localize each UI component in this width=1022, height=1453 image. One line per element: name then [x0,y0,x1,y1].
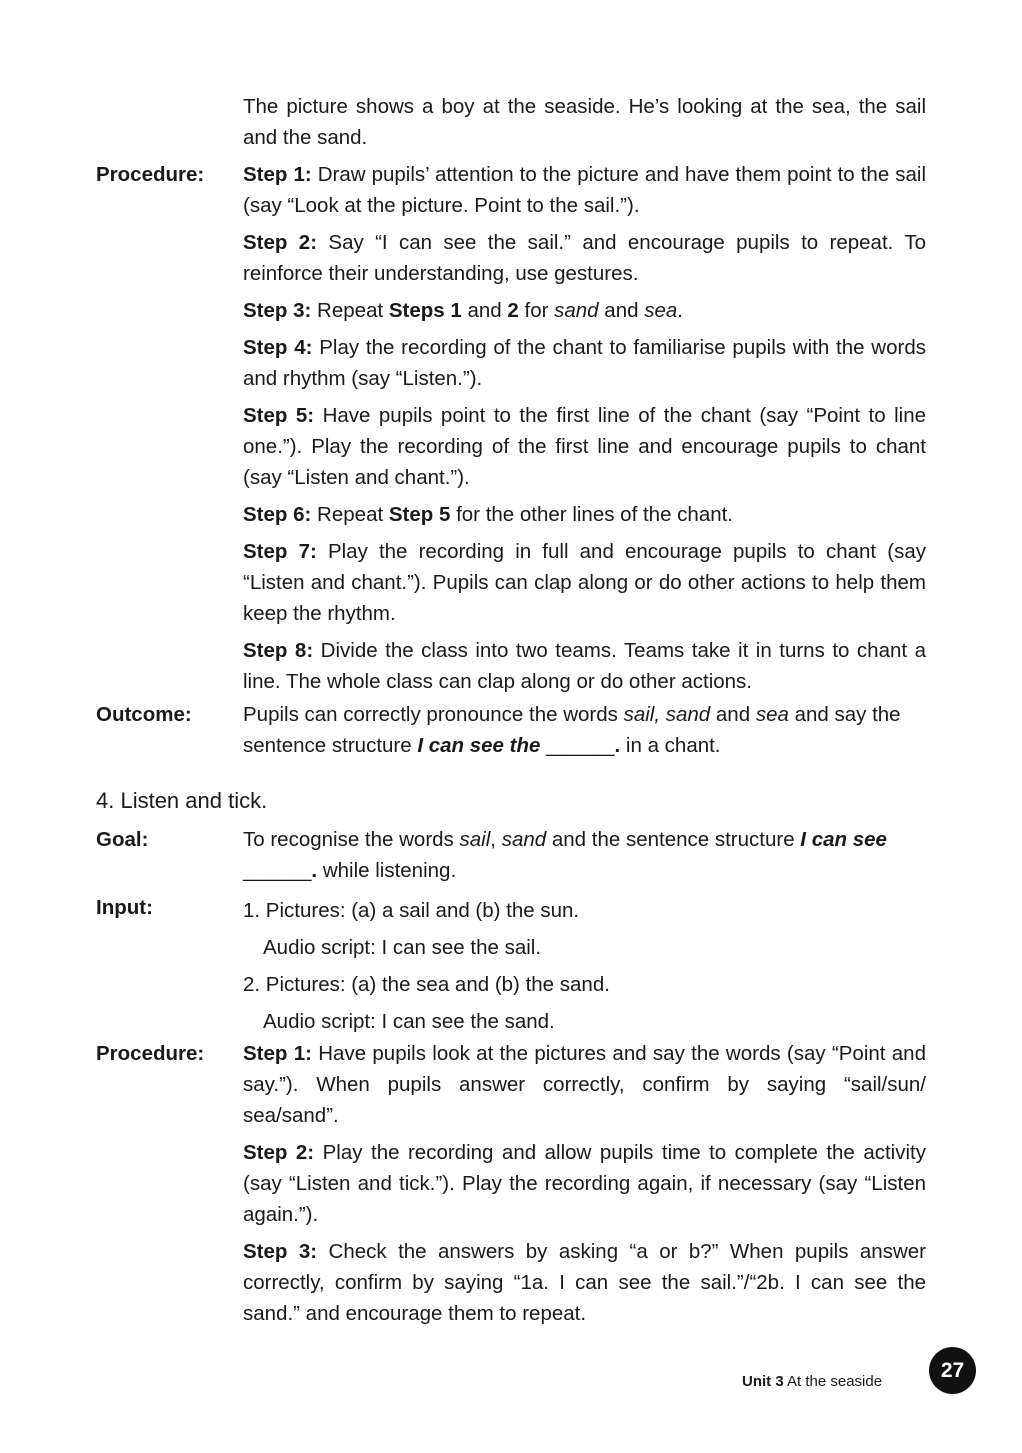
step-3: Step 3: Check the answers by asking “a or b?” When pupils answer correctly, confirm by saying “1a. I can see the sail.”/“2b. I can see the sand.” and encourage them to repeat. [243,1240,926,1325]
step-1: Step 1: Draw pupils’ attention to the picture and have them point to the sail (say “Look at the picture. Point to the sail.”). [243,163,926,217]
step-8: Step 8: Divide the class into two teams. Teams take it in turns to chant a line. The whole class can clap along or do other actions. [243,639,926,693]
step-7: Step 7: Play the recording in full and encourage pupils to chant (say “Listen and chant.”). Pupils can clap along or do other actions to help them keep the rhythm. [243,540,926,625]
step-6: Step 6: Repeat Step 5 for the other lines of the chant. [243,503,734,526]
procedure-label: Procedure: [96,163,205,186]
input-line-1: 1. Pictures: (a) a sail and (b) the sun. [243,899,580,922]
input-line-2: Audio script: I can see the sail. [263,936,542,959]
outcome-text: Pupils can correctly pronounce the words sail, sand and sea and say the sentence structure I can see the ______. in a chant. [243,703,901,757]
goal-text: To recognise the words sail, sand and the sentence structure I can see ______. while listening. [243,828,887,882]
intro-paragraph: The picture shows a boy at the seaside. He’s looking at the sea, the sail and the sand. [243,95,926,149]
procedure-steps [243,1038,926,1335]
step-3: Step 3: Repeat Steps 1 and 2 for sand and sea. [243,299,683,322]
section-heading: 4. Listen and tick. [96,788,268,813]
step-5: Step 5: Have pupils point to the first line of the chant (say “Point to line one.”). Play the recording of the first line and encourage pupils to chant (say “Listen and chant.”). [243,404,926,489]
outcome-label: Outcome: [96,703,192,726]
goal-label: Goal: [96,828,149,851]
step-4: Step 4: Play the recording of the chant to familiarise pupils with the words and rhythm (say “Listen.”). [243,336,926,390]
step-2: Step 2: Say “I can see the sail.” and encourage pupils to repeat. To reinforce their understanding, use gestures. [243,231,926,285]
input-line-4: Audio script: I can see the sand. [263,1010,555,1033]
input-line-3: 2. Pictures: (a) the sea and (b) the sand. [243,973,610,996]
step-2: Step 2: Play the recording and allow pupils time to complete the activity (say “Listen and tick.”). Play the recording again, if necessary (say “Listen again.”). [243,1141,926,1226]
page-number-badge: 27 [929,1347,976,1394]
input-label: Input: [96,896,153,919]
procedure-label: Procedure: [96,1042,205,1065]
footer-unit-title: Unit 3 At the seaside [742,1373,883,1390]
input-list [243,892,926,1040]
procedure-steps [243,159,926,703]
step-1: Step 1: Have pupils look at the pictures and say the words (say “Point and say.”). When pupils answer correctly, confirm by saying “sail/sun/ sea/sand”. [243,1042,926,1127]
